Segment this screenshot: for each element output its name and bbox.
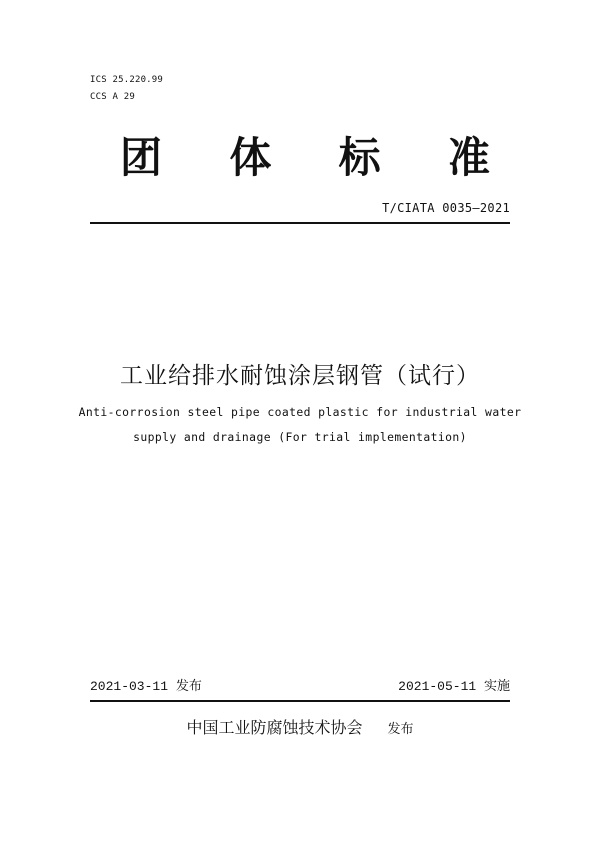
category-char-4: 准 [447, 133, 490, 182]
issue-date: 2021-03-11 发布 [90, 679, 202, 694]
publisher-action: 发布 [387, 722, 414, 737]
publisher-line [0, 716, 600, 742]
bottom-divider [90, 700, 510, 702]
category-char-1: 团 [120, 133, 163, 182]
english-title-line-2: supply and drainage (For trial implementation) [133, 430, 467, 444]
chinese-title: 工业给排水耐蚀涂层钢管（试行） [120, 363, 480, 389]
classification-codes [90, 72, 163, 106]
top-divider [90, 222, 510, 224]
category-char-3: 标 [338, 133, 381, 182]
english-title [60, 400, 540, 450]
implementation-date: 2021-05-11 实施 [398, 679, 510, 694]
category-char-2: 体 [229, 133, 272, 182]
english-title-line-1: Anti-corrosion steel pipe coated plastic for industrial water [78, 405, 522, 419]
publisher-organization: 中国工业防腐蚀技术协会 [186, 718, 363, 737]
ics-code: ICS 25.220.99 [90, 75, 164, 85]
standard-category-title [120, 128, 490, 188]
standard-number: T/CIATA 0035—2021 [382, 201, 510, 215]
ccs-code: CCS A 29 [90, 92, 135, 102]
